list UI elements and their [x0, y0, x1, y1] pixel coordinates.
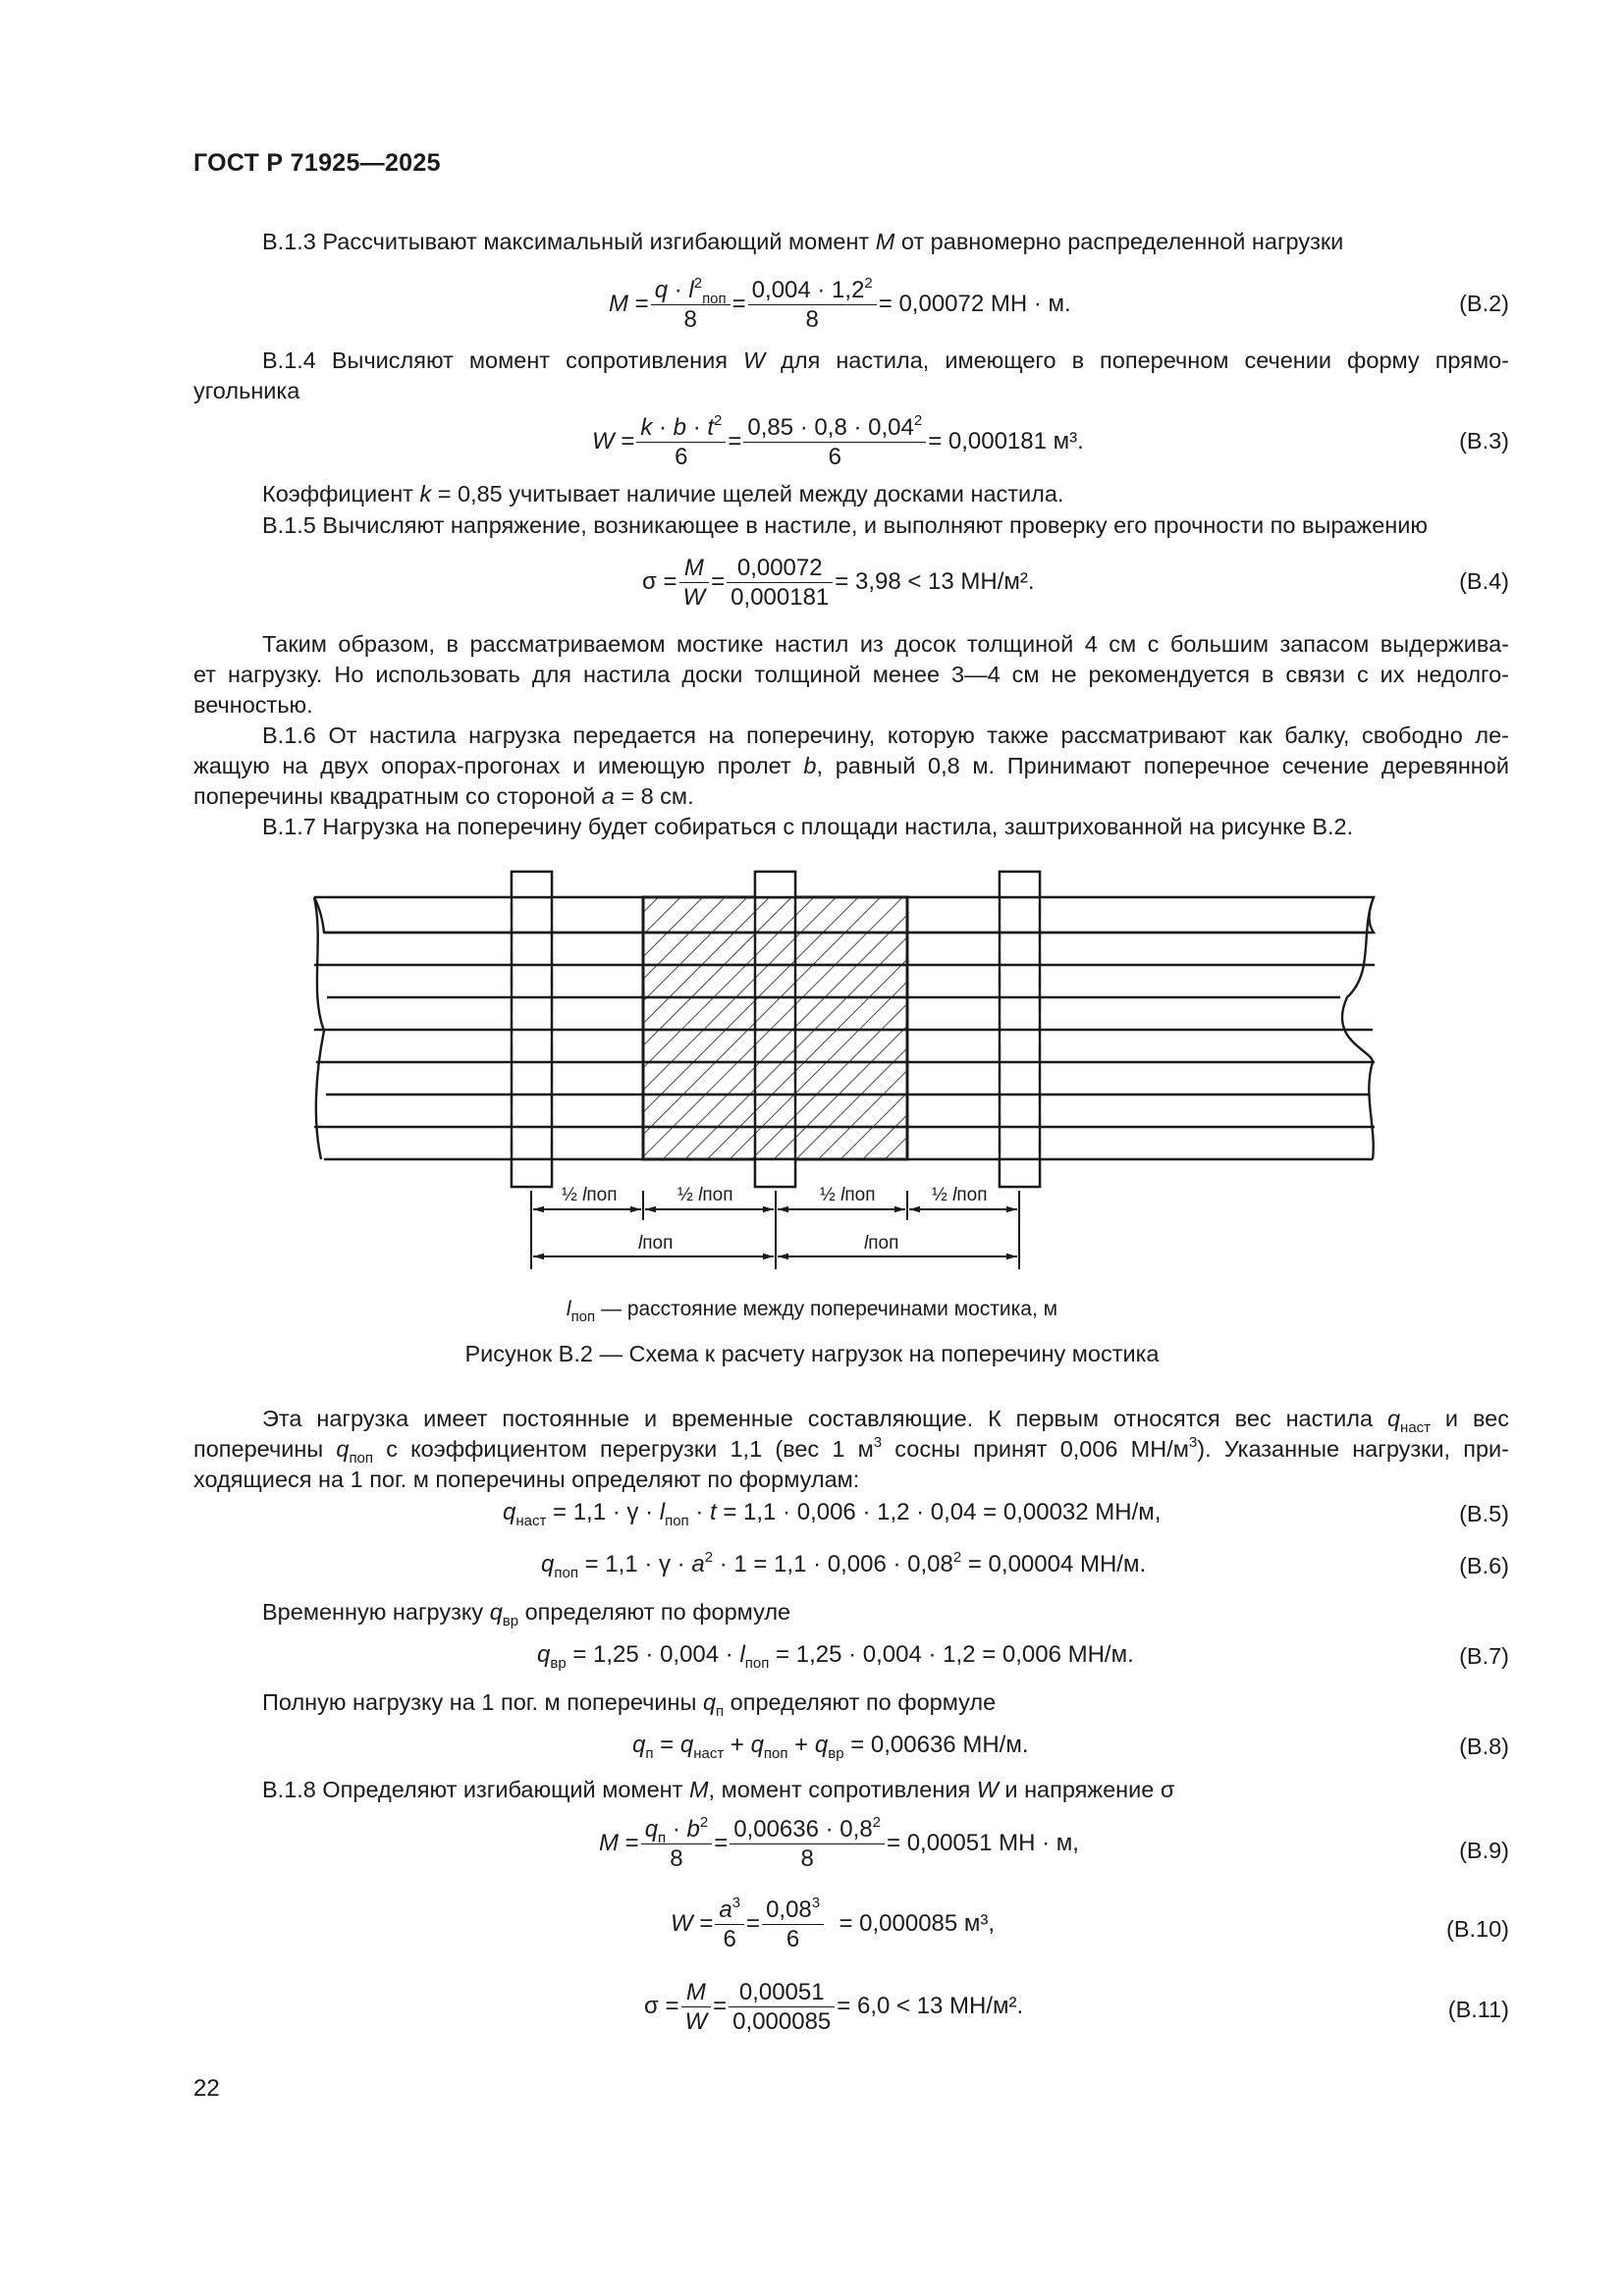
- formula-b11: σ = $\frac{M}{W}$ = $\frac{0,00051}{0,000085}$ = 6,0 < 13 МН/м².: [644, 1979, 1024, 2035]
- equation-number-b11: (В.11): [1447, 1997, 1509, 2022]
- dim-label-half-2: ½ lпоп: [677, 1185, 733, 1205]
- paragraph-koef: Коэффициент k = 0,85 учитывает наличие щелей между досками настила.: [262, 481, 1064, 507]
- formula-b10: W = $\frac{a^3}{6}$ = $\frac{0,08^3}{6}$ = 0,000085 м³,: [671, 1895, 996, 1952]
- paragraph-eta-line3: ходящиеся на 1 пог. м поперечины определяют по формулам:: [193, 1467, 860, 1492]
- paragraph-b16-line2: жащую на двух опорах-прогонах и имеющую пролет b, равный 0,8 м. Принимают поперечное сечение деревянной: [193, 753, 1509, 778]
- formula-b6: $q_{поп} = 1,1 \cdot \gamma \cdot a^2 \cdot 1 = 1,1 \cdot 0,006 \cdot 0,08^2 = 0,00004$ МН/м.: [541, 1549, 1147, 1581]
- paragraph-eta-line1: Эта нагрузка имеет постоянные и временные составляющие. К первым относятся вес настила $q_{наст}$ и вес: [262, 1406, 1509, 1436]
- page-number: 22: [193, 2075, 220, 2102]
- formula-b2: M = $\frac{q \cdot l^2_{поп}}{8}$ = $\frac{0,004 \cdot 1,2^2}{8}$ = 0,00072 МН · м.: [609, 275, 1071, 333]
- formula-b5: $q_{наст} = 1,1 \cdot \gamma \cdot l_{поп} \cdot t = 1,1 \cdot 0,006 \cdot 1,2 \cdot 0,04 = 0,00032$ МН/м,: [503, 1499, 1162, 1529]
- formula-b9: M = $\frac{q_п \cdot b^2}{8}$ = $\frac{0,00636 \cdot 0,8^2}{8}$ = 0,00051 МН · м,: [599, 1814, 1079, 1872]
- equation-number-b10: (В.10): [1446, 1916, 1509, 1942]
- formula-b8: $q_п = q_{наст} + q_{поп} + q_{вр} = 0,00636$ МН/м.: [632, 1732, 1029, 1762]
- paragraph-b13: В.1.3 Рассчитывают максимальный изгибающий момент M от равномерно распределенной нагрузки: [262, 229, 1344, 254]
- equation-number-b7: (В.7): [1459, 1643, 1509, 1669]
- dim-label-full-2: lпоп: [864, 1233, 899, 1254]
- equation-number-b6: (В.6): [1459, 1553, 1509, 1578]
- paragraph-takim-line2: ет нагрузку. Но использовать для настила доски толщиной менее 3—4 см не рекомендуется в связи с их недолго-: [193, 662, 1509, 687]
- figure-legend: $l_{поп}$ — расстояние между поперечинами мостика, м: [566, 1298, 1058, 1325]
- dim-label-half-4: ½ lпоп: [932, 1185, 988, 1205]
- paragraph-b18: В.1.8 Определяют изгибающий момент M, момент сопротивления W и напряжение σ: [262, 1777, 1175, 1802]
- equation-number-b5: (В.5): [1459, 1501, 1509, 1526]
- paragraph-b15: В.1.5 Вычисляют напряжение, возникающее в настиле, и выполняют проверку его прочности по выражению: [262, 512, 1428, 538]
- paragraph-poln: Полную нагрузку на 1 пог. м поперечины $q_п$ определяют по формуле: [262, 1689, 997, 1720]
- equation-number-b8: (В.8): [1459, 1734, 1509, 1759]
- equation-number-b2: (В.2): [1459, 291, 1509, 316]
- paragraph-b16-line3: поперечины квадратным со стороной a = 8 см.: [193, 783, 694, 809]
- paragraph-vrem: Временную нагрузку $q_{вр}$ определяют по формуле: [262, 1599, 791, 1629]
- equation-number-b9: (В.9): [1459, 1838, 1509, 1863]
- formula-b4: σ = $\frac{M}{W}$ = $\frac{0,00072}{0,000181}$ = 3,98 < 13 МН/м².: [642, 555, 1035, 611]
- figure-caption: Рисунок В.2 — Схема к расчету нагрузок на поперечину мостика: [464, 1341, 1160, 1366]
- equation-number-b4: (В.4): [1459, 568, 1509, 594]
- paragraph-takim-line3: вечностью.: [193, 692, 313, 718]
- formula-b7: $q_{вр} = 1,25 \cdot 0,004 \cdot l_{поп} = 1,25 \cdot 0,004 \cdot 1,2 = 0,006$ МН/м.: [537, 1641, 1134, 1672]
- equation-number-b3: (В.3): [1459, 428, 1509, 454]
- dim-label-full-1: lпоп: [638, 1233, 674, 1254]
- document-header: ГОСТ Р 71925—2025: [193, 149, 441, 177]
- paragraph-b14-line1: В.1.4 Вычисляют момент сопротивления W для настила, имеющего в поперечном сечении форму прямо-: [262, 347, 1509, 373]
- dim-label-half-1: ½ lпоп: [562, 1185, 618, 1205]
- paragraph-b17: В.1.7 Нагрузка на поперечину будет собираться с площади настила, заштрихованной на рисунке В.2.: [262, 814, 1354, 839]
- paragraph-takim-line1: Таким образом, в рассматриваемом мостике настил из досок толщиной 4 см с большим запасом выдержива-: [262, 631, 1509, 657]
- formula-b3: W = $\frac{k \cdot b \cdot t^2}{6}$ = $\frac{0,85 \cdot 0,8 \cdot 0,04^2}{6}$ = 0,000181 м³.: [592, 412, 1084, 470]
- paragraph-b14-line2: угольника: [193, 378, 300, 403]
- paragraph-b16-line1: В.1.6 От настила нагрузка передается на поперечину, которую также рассматривают как балку, свободно ле-: [262, 722, 1509, 748]
- paragraph-eta-line2: поперечины $q_{поп}$ с коэффициентом перегрузки 1,1 (вес 1 $м^3$ сосны принят 0,006 $МН/м^3$). Указанные нагрузки, при-: [193, 1434, 1510, 1467]
- hatched-area: [643, 897, 907, 1159]
- dim-label-half-3: ½ lпоп: [820, 1185, 876, 1205]
